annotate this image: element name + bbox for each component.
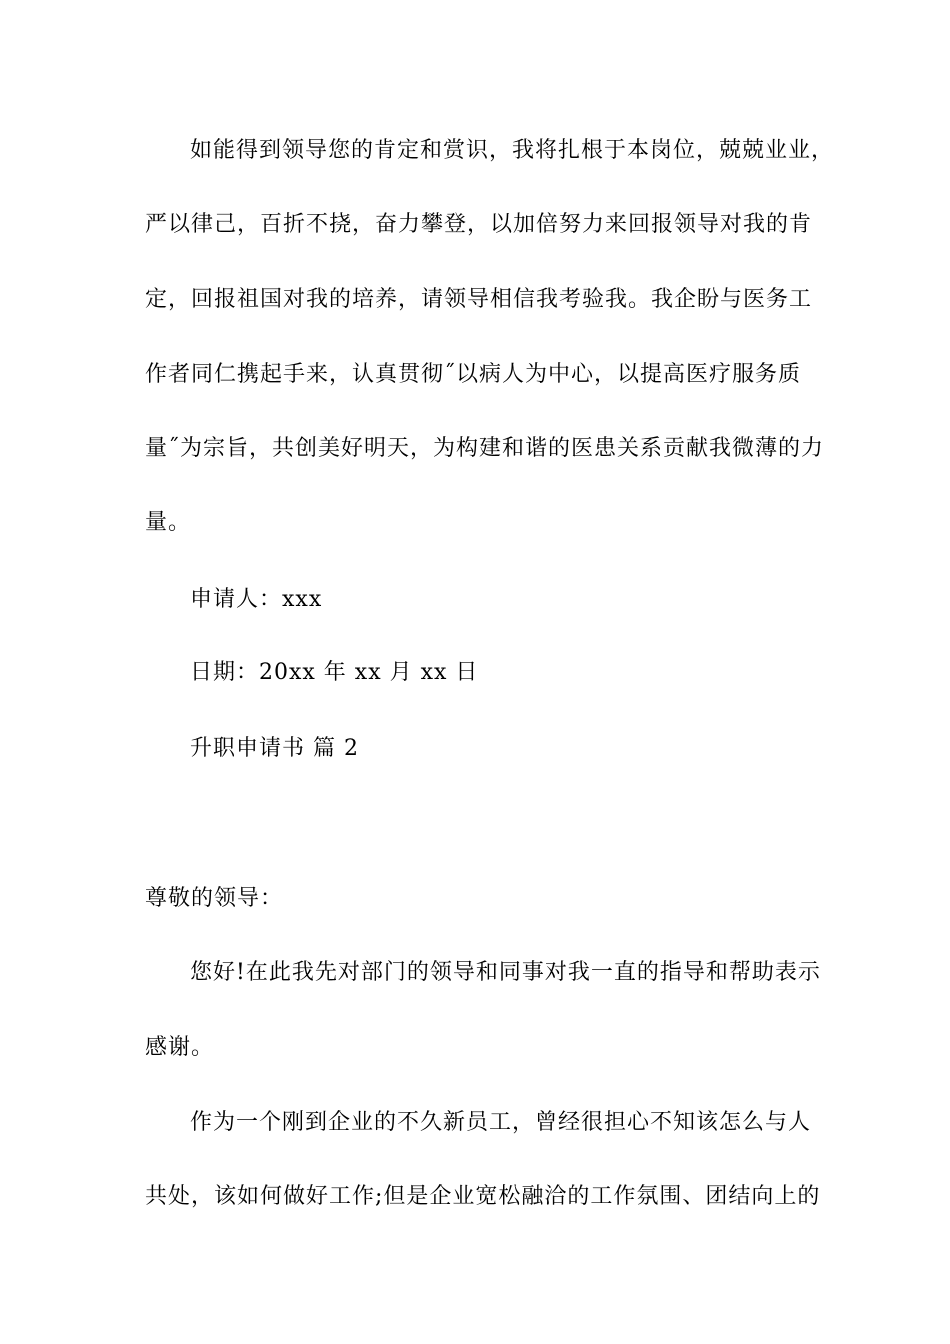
paragraph-line: 感谢。 xyxy=(145,1035,215,1060)
date-line: 日期：20xx 年 xx 月 xx 日 xyxy=(190,660,479,685)
paragraph-line: 量。 xyxy=(145,510,192,535)
salutation: 尊敬的领导： xyxy=(145,886,284,911)
paragraph-line: 您好!在此我先对部门的领导和同事对我一直的指导和帮助表示 xyxy=(190,960,821,985)
paragraph-line: 如能得到领导您的肯定和赏识，我将扎根于本岗位，兢兢业业， xyxy=(190,138,835,163)
paragraph-line: 作者同仁携起手来，认真贯彻˝以病人为中心，以提高医疗服务质 xyxy=(145,362,802,387)
paragraph-line: 共处，该如何做好工作;但是企业宽松融洽的工作氛围、团结向上的 xyxy=(145,1184,821,1209)
applicant-line: 申请人：xxx xyxy=(190,587,323,612)
paragraph-line: 严以律己，百折不挠，奋力攀登，以加倍努力来回报领导对我的肯 xyxy=(145,212,813,237)
paragraph-line: 作为一个刚到企业的不久新员工，曾经很担心不知该怎么与人 xyxy=(190,1110,812,1135)
paragraph-line: 定，回报祖国对我的培养，请领导相信我考验我。我企盼与医务工 xyxy=(145,287,813,312)
section-title: 升职申请书 篇 2 xyxy=(190,736,359,761)
paragraph-line: 量˝为宗旨，共创美好明天，为构建和谐的医患关系贡献我微薄的力 xyxy=(145,436,825,461)
